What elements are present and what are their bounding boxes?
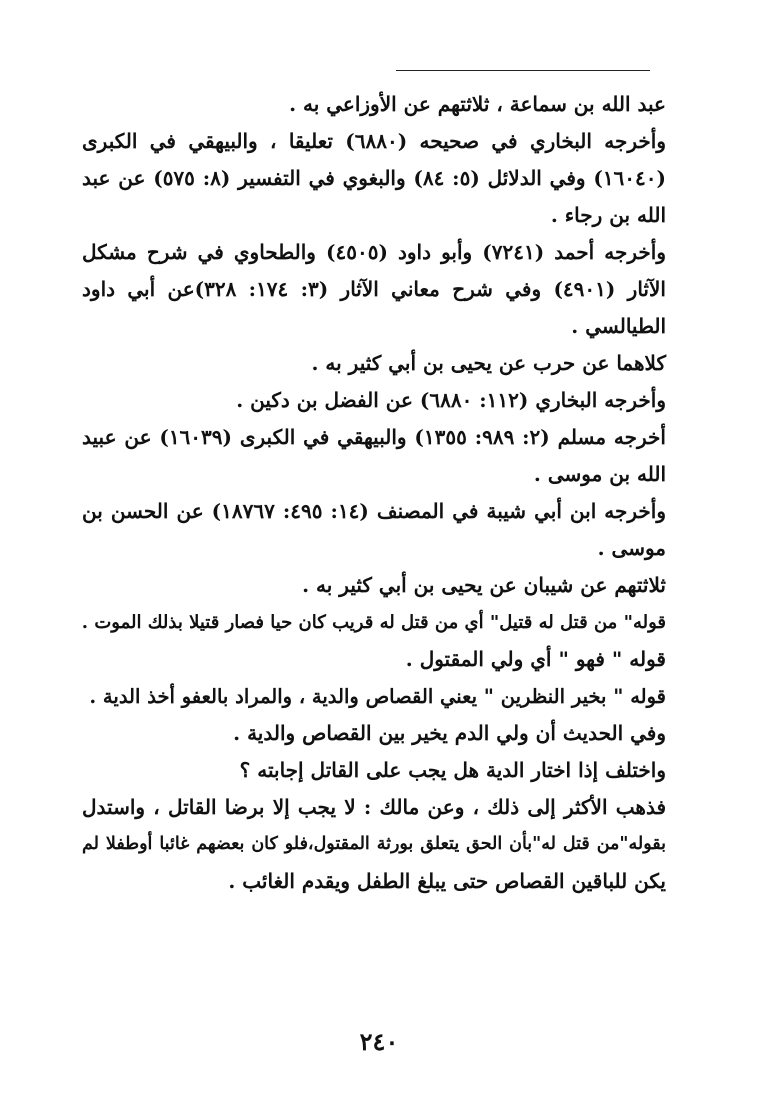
text-line: وأخرجه البخاري في صحيحه (٦٨٨٠) تعليقا ، والبيهقي في الكبرى	[82, 129, 666, 153]
text-line: قوله " بخير النظرين " يعني القصاص والدية ، والمراد بالعفو أخذ الدية .	[89, 685, 666, 708]
text-line: الآثار (٤٩٠١) وفي شرح معاني الآثار (٣: ١٧٤: ٣٢٨)عن أبي داود	[82, 277, 666, 301]
text-line: الله بن رجاء .	[550, 203, 666, 227]
text-line: (١٦٠٤٠) وفي الدلائل (٥: ٨٤) والبغوي في التفسير (٨: ٥٧٥) عن عبد	[82, 166, 666, 190]
text-line: الله بن موسى .	[533, 462, 666, 486]
text-line: بقوله"من قتل له"بأن الحق يتعلق بورثة المقتول،فلو كان بعضهم غائبا أوطفلا لم	[82, 834, 666, 854]
text-line: قوله" من قتل له قتيل" أي من قتل له قريب كان حيا فصار قتيلا بذلك الموت .	[81, 612, 666, 633]
text-line: يكن للباقين القصاص حتى يبلغ الطفل ويقدم الغائب .	[228, 869, 666, 893]
text-line: قوله " فهو " أي ولي المقتول .	[405, 647, 666, 671]
text-line: فذهب الأكثر إلى ذلك ، وعن مالك : لا يجب إلا برضا القاتل ، واستدل	[82, 795, 666, 819]
text-line: واختلف إذا اختار الدية هل يجب على القاتل إجابته ؟	[239, 758, 666, 782]
text-line: الطيالسي .	[571, 314, 666, 338]
page-number: ٢٤٠	[359, 1027, 399, 1056]
text-line: كلاهما عن حرب عن يحيى بن أبي كثير به .	[311, 351, 666, 375]
footnote-text-block	[82, 86, 666, 900]
footnote-separator-rule	[396, 70, 650, 71]
text-line: عبد الله بن سماعة ، ثلاثتهم عن الأوزاعي به .	[289, 92, 666, 116]
text-line: وفي الحديث أن ولي الدم يخير بين القصاص والدية .	[233, 721, 666, 745]
text-line: وأخرجه البخاري (١١٢: ٦٨٨٠) عن الفضل بن دكين .	[236, 388, 666, 412]
text-line: وأخرجه أحمد (٧٢٤١) وأبو داود (٤٥٠٥) والطحاوي في شرح مشكل	[82, 240, 666, 264]
text-line: وأخرجه ابن أبي شيبة في المصنف (١٤: ٤٩٥: ١٨٧٦٧) عن الحسن بن	[82, 499, 666, 523]
text-line: ثلاثتهم عن شيبان عن يحيى بن أبي كثير به .	[302, 573, 666, 597]
text-line: أخرجه مسلم (٢: ٩٨٩: ١٣٥٥) والبيهقي في الكبرى (١٦٠٣٩) عن عبيد	[82, 425, 666, 449]
text-line: موسى .	[597, 536, 666, 560]
